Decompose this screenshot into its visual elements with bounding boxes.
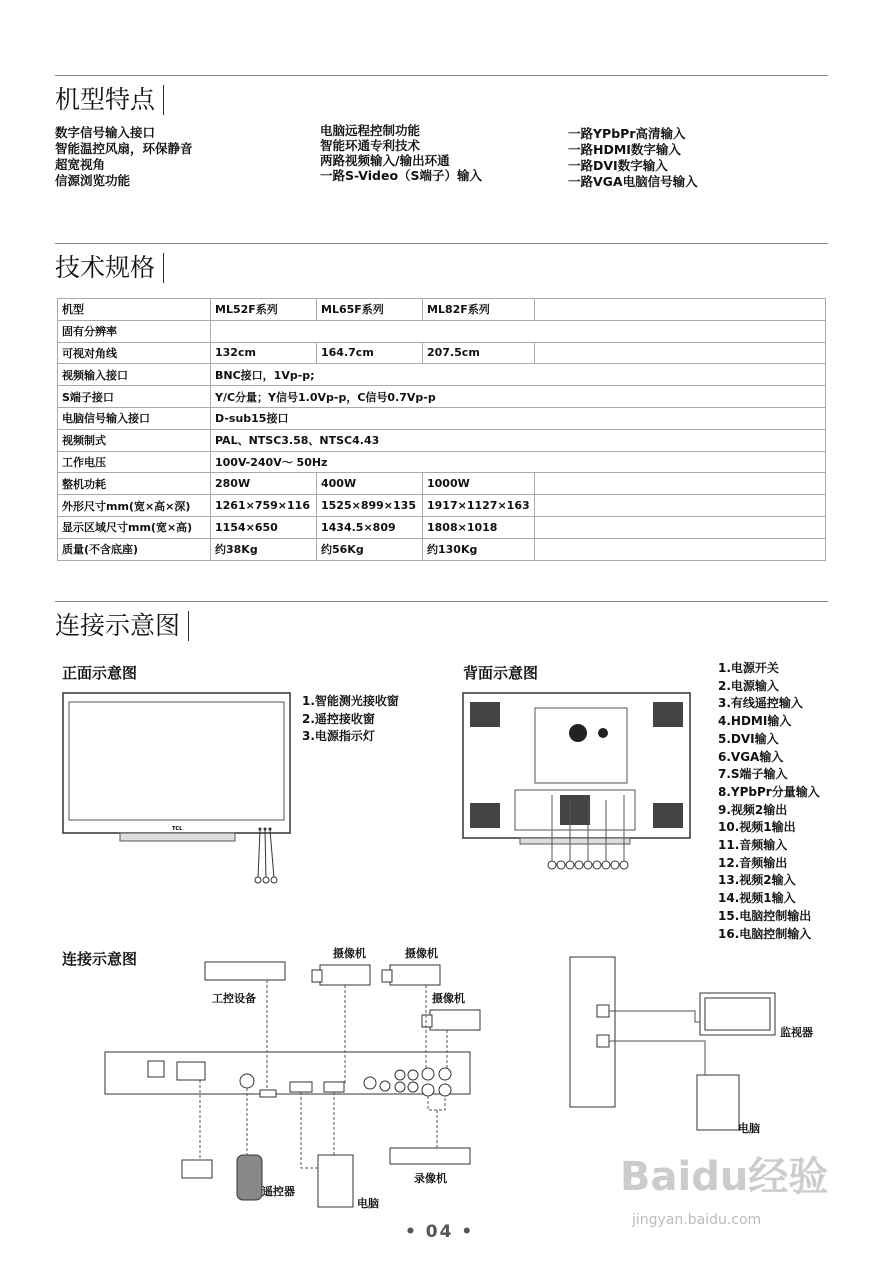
- legend-item: 12.音频输出: [718, 855, 788, 870]
- camera-1: [320, 965, 370, 985]
- legend-item: 9.视频2输出: [718, 802, 788, 817]
- table-row: [58, 451, 826, 473]
- table-cell: 1154×650: [211, 516, 317, 538]
- table-cell: 电脑信号输入接口: [58, 407, 211, 429]
- table-cell: 机型: [58, 299, 211, 321]
- table-cell: 外形尺寸mm(宽×高×深): [58, 495, 211, 517]
- table-row: [58, 299, 826, 321]
- legend-item: 6.VGA输入: [718, 749, 784, 764]
- feature-item: 一路S-Video（S端子）输入: [320, 168, 483, 183]
- divider: [55, 75, 828, 76]
- legend-item: 14.视频1输入: [718, 891, 796, 906]
- table-cell: 约130Kg: [423, 538, 535, 560]
- video-recorder: [390, 1148, 470, 1164]
- label-camera: 摄像机: [333, 947, 366, 960]
- table-cell: [534, 495, 825, 517]
- label-industrial-device: 工控设备: [212, 992, 256, 1005]
- legend-item: 7.S端子输入: [718, 767, 788, 782]
- legend-item: 3.有线遥控输入: [718, 696, 803, 711]
- front-view-tv: [60, 690, 295, 890]
- legend-item: 1.电源开关: [718, 661, 779, 675]
- table-cell: 固有分辨率: [58, 320, 211, 342]
- table-row: [58, 516, 826, 538]
- feature-item: 智能环通专利技术: [320, 138, 421, 153]
- camera-2: [390, 965, 440, 985]
- table-cell: 207.5cm: [423, 342, 535, 364]
- table-cell: 可视对角线: [58, 342, 211, 364]
- feature-item: 数字信号输入接口: [55, 125, 156, 140]
- back-legend: [718, 660, 820, 943]
- table-cell: 100V-240V～ 50Hz: [211, 451, 826, 473]
- legend-item: 2.电源输入: [718, 678, 779, 693]
- label-pc: 电脑: [357, 1197, 379, 1210]
- feature-item: 智能温控风扇，环保静音: [55, 141, 193, 156]
- table-cell: ML82F系列: [423, 299, 535, 321]
- table-row: [58, 473, 826, 495]
- feature-item: 一路HDMI数字输入: [568, 142, 681, 157]
- legend-item: 13.视频2输入: [718, 873, 796, 888]
- legend-item: 3.电源指示灯: [302, 729, 375, 744]
- label-camera: 摄像机: [405, 947, 438, 960]
- pc-tower: [697, 1075, 739, 1130]
- feature-item: 一路VGA电脑信号输入: [568, 174, 698, 189]
- table-row: [58, 538, 826, 560]
- table-cell: 约38Kg: [211, 538, 317, 560]
- connection-diagram-title: 连接示意图: [62, 950, 138, 968]
- stand-sensor: [182, 1160, 212, 1178]
- section-title-specs: 技术规格: [55, 253, 164, 283]
- feature-item: 两路视频输入/输出环通: [320, 153, 450, 168]
- feature-item: 信源浏览功能: [55, 173, 131, 188]
- table-cell: ML52F系列: [211, 299, 317, 321]
- table-cell: 400W: [317, 473, 423, 495]
- industrial-device: [205, 962, 285, 980]
- divider: [55, 243, 828, 244]
- page-number: • 04 •: [405, 1222, 475, 1242]
- legend-item: 16.电脑控制输入: [718, 926, 812, 941]
- feature-item: 一路YPbPr高清输入: [568, 126, 686, 141]
- table-cell: 整机功耗: [58, 473, 211, 495]
- table-cell: 280W: [211, 473, 317, 495]
- table-cell: 显示区域尺寸mm(宽×高): [58, 516, 211, 538]
- legend-item: 8.YPbPr分量输入: [718, 784, 820, 799]
- watermark-url: jingyan.baidu.com: [632, 1212, 762, 1228]
- features-col-2: [320, 123, 482, 183]
- table-cell: S端子接口: [58, 386, 211, 408]
- table-cell: 视频制式: [58, 429, 211, 451]
- table-cell: [211, 320, 826, 342]
- divider: [55, 601, 828, 602]
- label-pc: 电脑: [738, 1122, 760, 1135]
- table-cell: 工作电压: [58, 451, 211, 473]
- legend-item: 5.DVI输入: [718, 731, 779, 746]
- legend-item: 4.HDMI输入: [718, 714, 792, 729]
- table-cell: 1000W: [423, 473, 535, 495]
- table-cell: 132cm: [211, 342, 317, 364]
- front-legend: [302, 693, 399, 746]
- feature-item: 电脑远程控制功能: [320, 123, 421, 138]
- watermark-logo: Baidu经验: [620, 1154, 829, 1200]
- table-cell: Y/C分量；Y信号1.0Vp-p，C信号0.7Vp-p: [211, 386, 826, 408]
- back-view-tv: [460, 690, 695, 875]
- table-cell: 1525×899×135: [317, 495, 423, 517]
- label-remote: 遥控器: [262, 1185, 295, 1198]
- spec-table: [57, 298, 826, 561]
- table-cell: 164.7cm: [317, 342, 423, 364]
- legend-item: 10.视频1输出: [718, 820, 796, 835]
- table-cell: BNC接口，1Vp-p;: [211, 364, 826, 386]
- table-cell: ML65F系列: [317, 299, 423, 321]
- table-cell: [534, 299, 825, 321]
- table-cell: 质量(不含底座): [58, 538, 211, 560]
- legend-item: 2.遥控接收窗: [302, 711, 375, 726]
- table-row: [58, 320, 826, 342]
- table-row: [58, 386, 826, 408]
- table-cell: 1434.5×809: [317, 516, 423, 538]
- pc-tower: [318, 1155, 353, 1207]
- label-recorder: 录像机: [414, 1172, 447, 1185]
- table-cell: [534, 538, 825, 560]
- table-cell: 视频输入接口: [58, 364, 211, 386]
- label-camera: 摄像机: [432, 992, 465, 1005]
- table-cell: [534, 473, 825, 495]
- table-cell: PAL、NTSC3.58、NTSC4.43: [211, 429, 826, 451]
- feature-item: 超宽视角: [55, 157, 106, 172]
- camera-3: [430, 1010, 480, 1030]
- table-row: [58, 429, 826, 451]
- table-row: [58, 495, 826, 517]
- features-col-1: [55, 125, 193, 189]
- back-view-title: 背面示意图: [463, 664, 539, 682]
- section-title-connection: 连接示意图: [55, 611, 189, 641]
- monitor-connection-diagram: [565, 950, 785, 1140]
- label-monitor: 监视器: [780, 1026, 813, 1039]
- table-cell: [534, 342, 825, 364]
- feature-item: 一路DVI数字输入: [568, 158, 668, 173]
- legend-item: 11.音频输入: [718, 838, 788, 853]
- table-cell: 1808×1018: [423, 516, 535, 538]
- table-row: [58, 407, 826, 429]
- table-cell: [534, 516, 825, 538]
- section-title-features: 机型特点: [55, 85, 164, 115]
- table-cell: D-sub15接口: [211, 407, 826, 429]
- front-view-title: 正面示意图: [62, 664, 138, 682]
- table-row: [58, 364, 826, 386]
- table-cell: 1261×759×116: [211, 495, 317, 517]
- features-col-3: [568, 126, 698, 190]
- table-row: [58, 342, 826, 364]
- table-cell: 约56Kg: [317, 538, 423, 560]
- remote-control: [237, 1155, 262, 1200]
- table-cell: 1917×1127×163: [423, 495, 535, 517]
- legend-item: 1.智能测光接收窗: [302, 694, 399, 708]
- legend-item: 15.电脑控制输出: [718, 908, 812, 923]
- tv-logo: TCL: [172, 826, 183, 832]
